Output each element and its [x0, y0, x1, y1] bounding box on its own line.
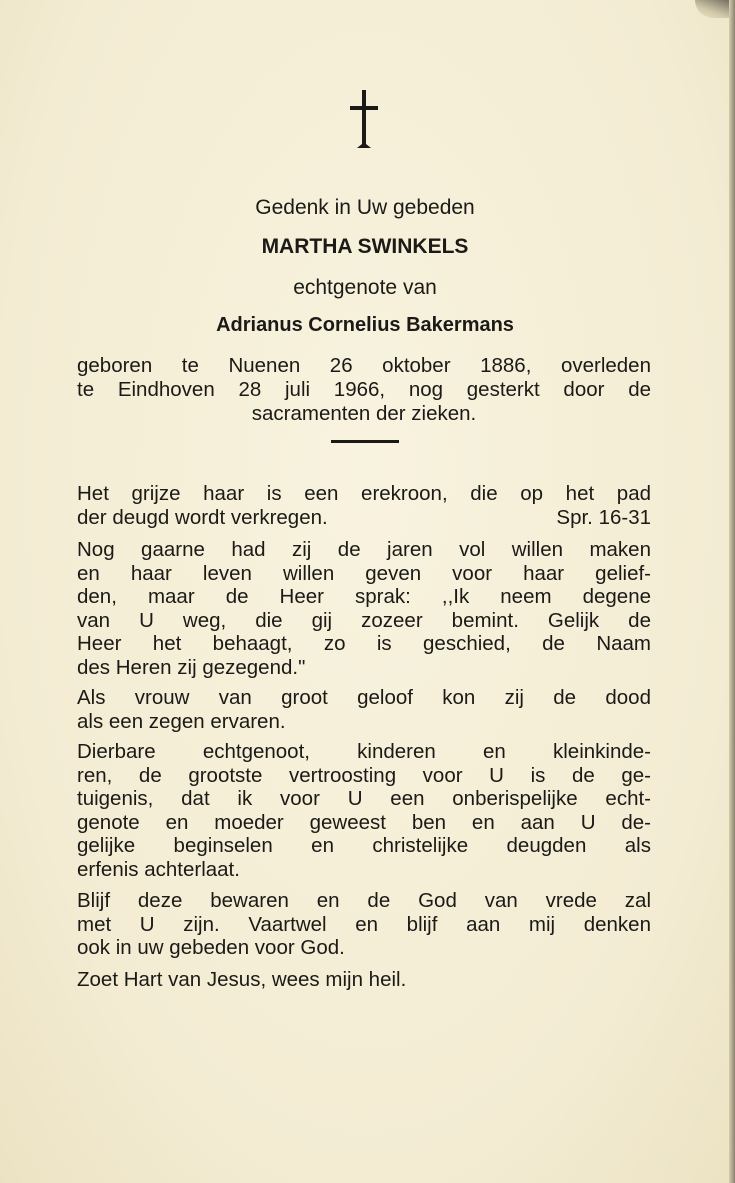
divider-rule: [331, 440, 399, 443]
spouse-name: Adrianus Cornelius Bakermans: [216, 314, 514, 336]
verse-ref-row: [77, 506, 651, 530]
life-line: geboren te Nuenen 26 oktober 1886, overleden: [77, 354, 651, 377]
text-line: gelijke beginselen en christelijke deugden als: [77, 834, 651, 857]
verse-block: [77, 482, 651, 529]
text-line: ook in uw gebeden voor God.: [77, 936, 345, 959]
text-line: Zoet Hart van Jesus, wees mijn heil.: [77, 968, 407, 991]
verse-line: Het grijze haar is een erekroon, die op het pad: [77, 482, 651, 505]
text-line: van U weg, die gij zozeer bemint. Gelijk de: [77, 608, 651, 632]
text-line: tuigenis, dat ik voor U een onberispelijke echt-: [77, 787, 651, 810]
verse-reference: Spr. 16-31: [556, 505, 651, 529]
text-line: Nog gaarne had zij de jaren vol willen maken: [77, 538, 651, 561]
text-line: erfenis achterlaat.: [77, 857, 240, 881]
paragraph-4: [77, 889, 651, 960]
life-line: te Eindhoven 28 juli 1966, nog gesterkt door de: [77, 378, 651, 401]
text-line: met U zijn. Vaartwel en blijf aan mij denken: [77, 912, 651, 936]
text-line: den, maar de Heer sprak: ,,Ik neem degene: [77, 585, 651, 608]
closing-prayer: [77, 968, 651, 992]
invocation-text: Gedenk in Uw gebeden: [255, 196, 475, 219]
text-line: Heer het behaagt, zo is geschied, de Naam: [77, 632, 651, 655]
text-line: ren, de grootste vertroosting voor U is de ge-: [77, 763, 651, 787]
paragraph-2: [77, 686, 651, 733]
paragraph-3: [77, 740, 651, 881]
relation-text: echtgenote van: [293, 276, 437, 299]
text-line: genote en moeder geweest ben en aan U de-: [77, 810, 651, 834]
life-details: [77, 354, 651, 426]
text-line: Blijf deze bewaren en de God van vrede zal: [77, 889, 651, 912]
text-line: als een zegen ervaren.: [77, 709, 286, 733]
latin-cross-icon: [344, 88, 384, 150]
text-line: en haar leven willen geven voor haar gelief-: [77, 561, 651, 585]
text-line: Dierbare echtgenoot, kinderen en kleinkinde-: [77, 740, 651, 763]
text-line: des Heren zij gezegend.": [77, 655, 306, 679]
life-line: sacramenten der zieken.: [251, 402, 477, 425]
verse-line: der deugd wordt verkregen.: [77, 505, 328, 529]
deceased-name: MARTHA SWINKELS: [261, 235, 469, 258]
card-edge: [729, 0, 735, 1183]
paragraph-1: [77, 538, 651, 679]
text-line: Als vrouw van groot geloof kon zij de dood: [77, 686, 651, 709]
